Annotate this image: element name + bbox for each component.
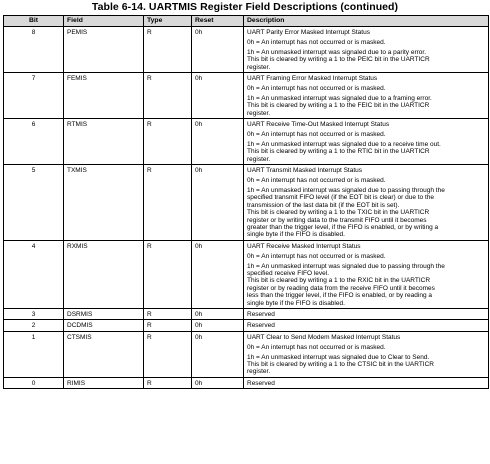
description-paragraph [247, 354, 486, 376]
description-paragraph [247, 263, 486, 307]
description-paragraph [247, 344, 486, 351]
description-line: register. [247, 63, 271, 71]
type-cell: R [144, 119, 192, 165]
type-cell: R [144, 331, 192, 377]
description-line: UART Receive Masked Interrupt Status [247, 242, 361, 250]
field-cell: TXMIS [64, 165, 144, 241]
description-line: Reserved [247, 311, 275, 318]
description-line: 0h = An interrupt has not occurred or is masked. [247, 343, 386, 351]
description-paragraph [247, 380, 486, 387]
description-paragraph [247, 322, 486, 329]
description-paragraph [247, 95, 486, 117]
table-row [4, 27, 489, 73]
description-cell [244, 119, 489, 165]
description-line: UART Transmit Masked Interrupt Status [247, 167, 362, 175]
description-line: less than the trigger level, if the FIFO is enabled, or by reading a [247, 292, 432, 300]
bit-cell: 7 [4, 73, 64, 119]
description-paragraph [247, 49, 486, 71]
type-cell: R [144, 240, 192, 308]
field-cell: DSRMIS [64, 309, 144, 320]
description-cell [244, 73, 489, 119]
description-paragraph [247, 131, 486, 138]
reset-cell: 0h [192, 27, 244, 73]
table-row [4, 320, 489, 331]
description-line: specified receive FIFO level. [247, 269, 330, 277]
table-row [4, 165, 489, 241]
type-cell: R [144, 320, 192, 331]
table-title: Table 6-14. UARTMIS Register Field Descriptions (continued) [91, 1, 399, 13]
description-paragraph [247, 177, 486, 184]
description-paragraph [247, 334, 486, 341]
field-cell: DCDMIS [64, 320, 144, 331]
table-row [4, 331, 489, 377]
description-line: UART Framing Error Masked Interrupt Status [247, 75, 378, 83]
description-line: UART Receive Time-Out Masked Interrupt Status [247, 121, 390, 129]
description-paragraph [247, 243, 486, 250]
description-paragraph [247, 121, 486, 128]
description-line: This bit is cleared by writing a 1 to the PEIC bit in the UARTICR [247, 56, 430, 64]
reset-cell: 0h [192, 320, 244, 331]
field-cell: RXMIS [64, 240, 144, 308]
description-line: 1h = An unmasked interrupt was signaled due to a receive time out. [247, 140, 441, 148]
reset-cell: 0h [192, 309, 244, 320]
description-line: 0h = An interrupt has not occurred or is masked. [247, 38, 386, 46]
field-cell: RTMIS [64, 119, 144, 165]
description-line: This bit is cleared by writing a 1 to the TXIC bit in the UARTICR [247, 209, 430, 217]
description-paragraph [247, 253, 486, 260]
description-line: 1h = An unmasked interrupt was signaled due to passing through the [247, 186, 445, 194]
description-paragraph [247, 39, 486, 46]
type-cell: R [144, 377, 192, 388]
description-line: 0h = An interrupt has not occurred or is masked. [247, 177, 386, 184]
description-line: register. [247, 109, 271, 117]
header-bit: Bit [4, 16, 64, 27]
description-line: 0h = An interrupt has not occurred or is masked. [247, 130, 386, 138]
description-line: This bit is cleared by writing a 1 to the FEIC bit in the UARTICR [247, 102, 430, 110]
type-cell: R [144, 165, 192, 241]
description-paragraph [247, 29, 486, 36]
bit-cell: 0 [4, 377, 64, 388]
reset-cell: 0h [192, 73, 244, 119]
description-paragraph [247, 311, 486, 318]
description-cell [244, 309, 489, 320]
description-cell [244, 377, 489, 388]
type-cell: R [144, 27, 192, 73]
description-line: greater than the trigger level, if the FIFO is enabled, or by writing a [247, 223, 439, 231]
description-paragraph [247, 141, 486, 163]
description-line: register. [247, 368, 271, 376]
reset-cell: 0h [192, 240, 244, 308]
bit-cell: 8 [4, 27, 64, 73]
bit-cell: 5 [4, 165, 64, 241]
description-line: transmission of the last data bit (if the EOT bit is set). [247, 201, 400, 209]
description-line: register or by writing data to the transmit FIFO until it becomes [247, 216, 427, 224]
table-row [4, 73, 489, 119]
table-row [4, 377, 489, 388]
description-line: Reserved [247, 322, 275, 330]
description-line: UART Parity Error Masked Interrupt Status [247, 29, 370, 36]
table-header-row [4, 16, 489, 27]
description-line: single byte if the FIFO is disabled. [247, 231, 345, 239]
bit-cell: 3 [4, 309, 64, 320]
header-type: Type [144, 16, 192, 27]
description-cell [244, 27, 489, 73]
description-cell [244, 165, 489, 241]
table-row [4, 240, 489, 308]
reset-cell: 0h [192, 165, 244, 241]
description-line: single byte if the FIFO is disabled. [247, 299, 345, 307]
description-line: This bit is cleared by writing a 1 to the RTIC bit in the UARTICR [247, 148, 430, 156]
field-cell: RIMIS [64, 377, 144, 388]
description-paragraph [247, 187, 486, 239]
bit-cell: 2 [4, 320, 64, 331]
register-field-table [3, 15, 489, 389]
description-line: 1h = An unmasked interrupt was signaled due to Clear to Send. [247, 353, 430, 361]
description-line: register or by reading data from the receive FIFO until it becomes [247, 284, 435, 292]
reset-cell: 0h [192, 119, 244, 165]
description-line: 1h = An unmasked interrupt was signaled due to a framing error. [247, 94, 432, 102]
field-cell: PEMIS [64, 27, 144, 73]
table-row [4, 309, 489, 320]
reset-cell: 0h [192, 331, 244, 377]
description-line: 0h = An interrupt has not occurred or is masked. [247, 84, 386, 92]
type-cell: R [144, 309, 192, 320]
description-line: Reserved [247, 379, 275, 387]
header-reset: Reset [192, 16, 244, 27]
type-cell: R [144, 73, 192, 119]
reset-cell: 0h [192, 377, 244, 388]
description-cell [244, 331, 489, 377]
field-cell: CTSMIS [64, 331, 144, 377]
bit-cell: 4 [4, 240, 64, 308]
description-line: 1h = An unmasked interrupt was signaled due to passing through the [247, 262, 445, 270]
description-cell [244, 240, 489, 308]
description-line: specified transmit FIFO level (if the EOT bit is clear) or due to the [247, 194, 435, 202]
description-line: This bit is cleared by writing a 1 to the RXIC bit in the UARTICR [247, 277, 431, 285]
description-line: 0h = An interrupt has not occurred or is masked. [247, 252, 386, 260]
description-line: 1h = An unmasked interrupt was signaled due to a parity error. [247, 48, 427, 56]
bit-cell: 1 [4, 331, 64, 377]
description-paragraph [247, 167, 486, 174]
table-row [4, 119, 489, 165]
description-line: UART Clear to Send Modem Masked Interrupt Status [247, 333, 401, 341]
header-field: Field [64, 16, 144, 27]
field-cell: FEMIS [64, 73, 144, 119]
bit-cell: 6 [4, 119, 64, 165]
description-cell [244, 320, 489, 331]
description-paragraph [247, 85, 486, 92]
description-paragraph [247, 75, 486, 82]
header-description: Description [244, 16, 489, 27]
description-line: register. [247, 155, 271, 163]
description-line: This bit is cleared by writing a 1 to the CTSIC bit in the UARTICR [247, 361, 435, 369]
